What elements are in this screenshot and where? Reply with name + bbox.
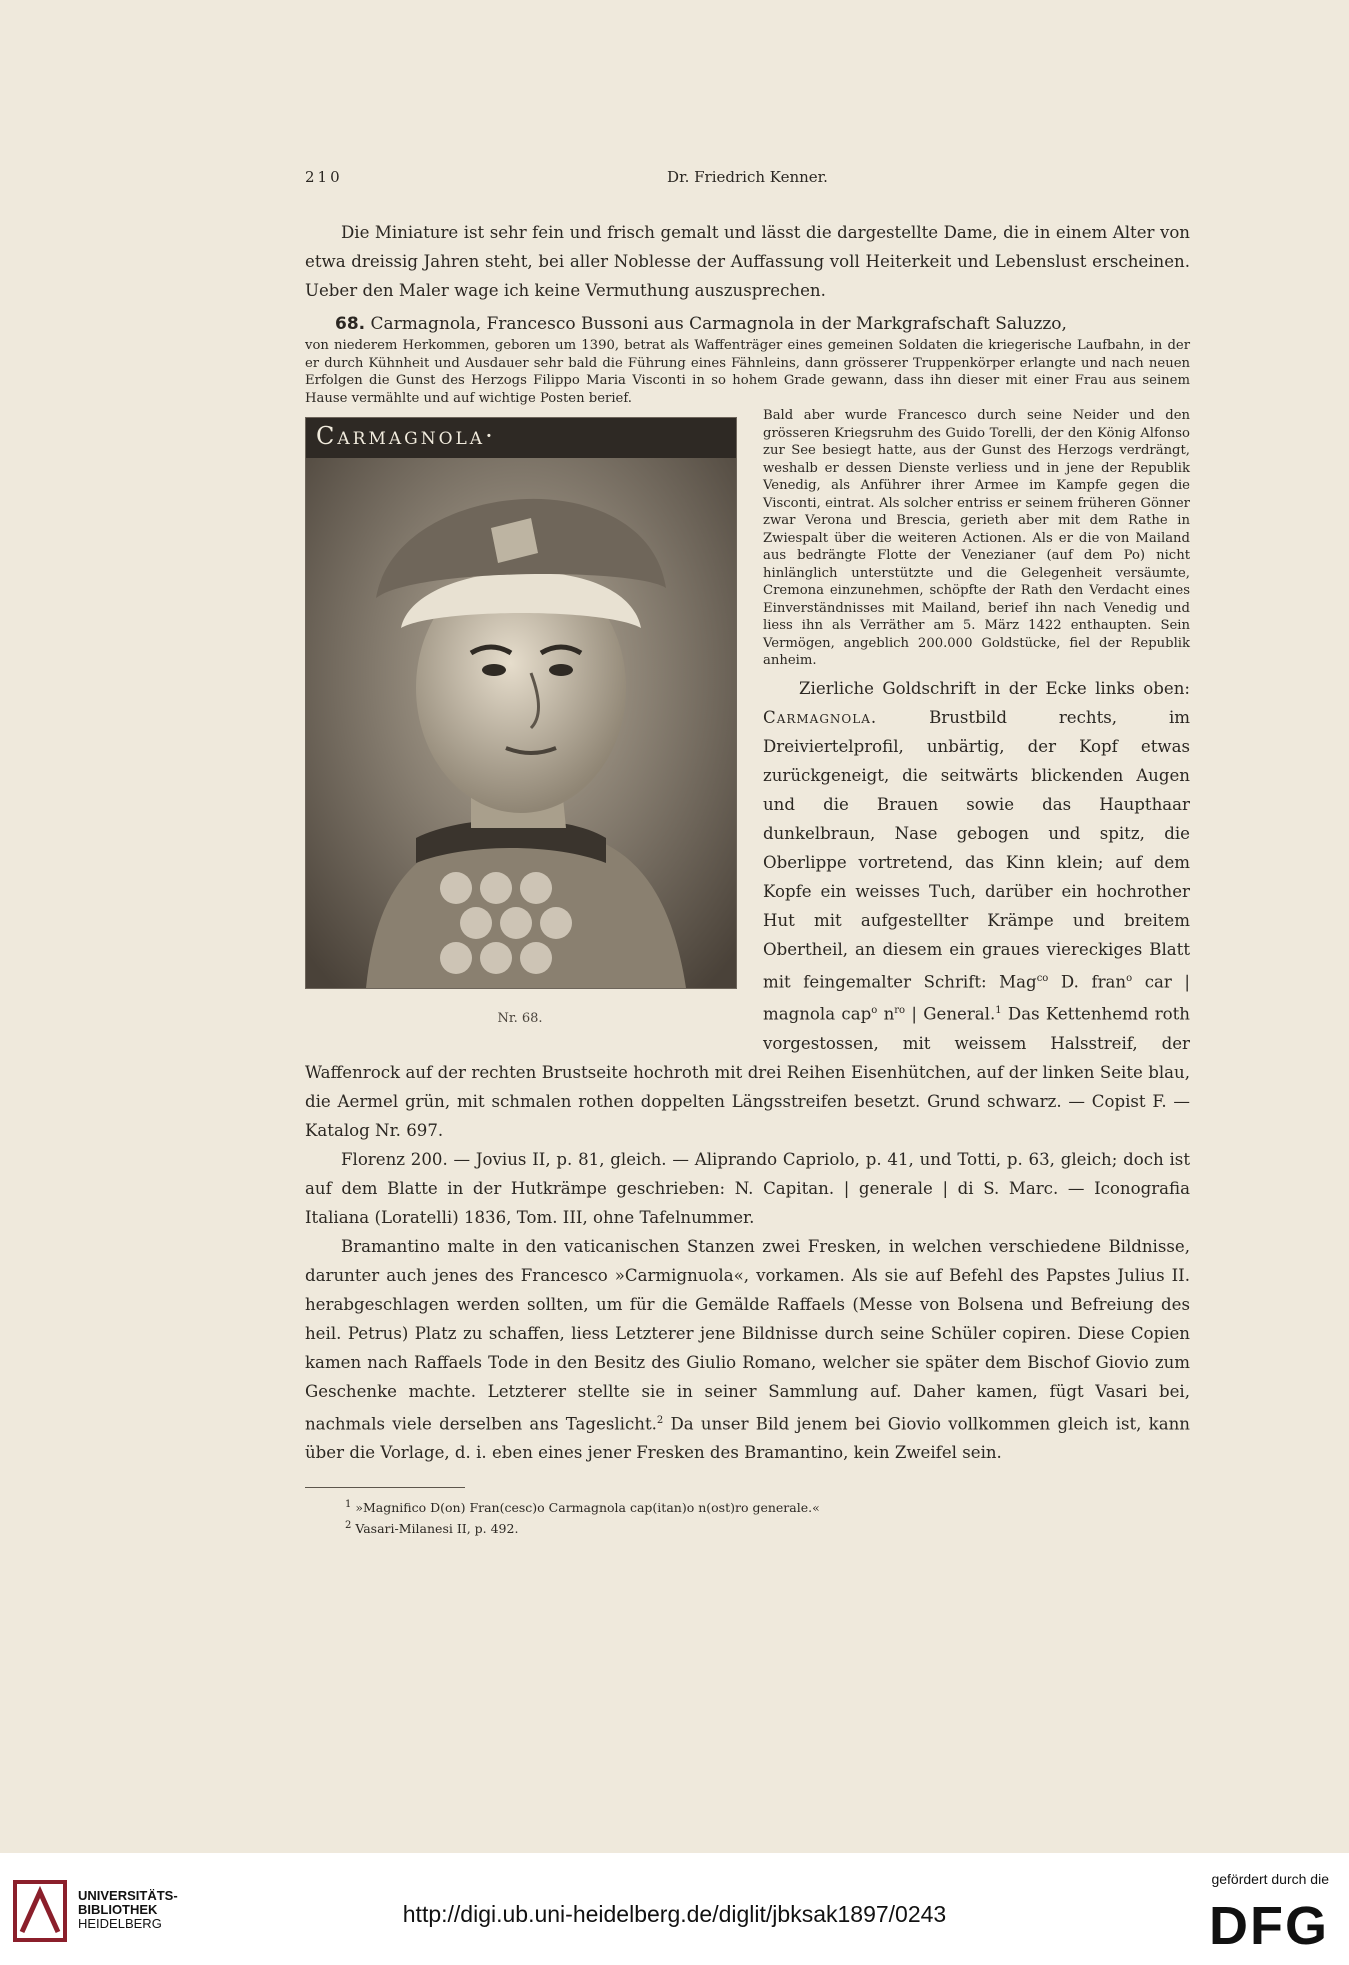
library-name-line-3: HEIDELBERG [78, 1916, 162, 1931]
description-text-1: Brustbild rechts, im Dreiviertelprofil, unbärtig, der Kopf etwas zurückgeneigt, die seitwärts blickenden Augen und die Brauen sowie das Haupthaar dunkelbraun, Nase gebogen und spitz, die Oberlippe vortretend, das Kinn klein; auf dem Kopfe ein weisses Tuch, darüber ein hochrother Hut mit aufgestellter Krämpe und breitem Obertheil, an diesem ein graues viereckiges Blatt mit feingemalter Schrift: Mag [763, 707, 1190, 992]
plate-inscription: Carmagnola· [316, 422, 496, 450]
right-eye [549, 664, 573, 676]
article-body [305, 218, 1190, 1538]
portrait-illustration [306, 418, 736, 988]
footnote-mark: 2 [345, 1520, 352, 1532]
description-text-3: car | magnola cap [763, 972, 1190, 1024]
page-header [305, 168, 1190, 192]
bramantino-text: Bramantino malte in den vaticanischen Stanzen zwei Fresken, in welchen verschiedene Bildnisse, darunter auch jenes des Francesco »Carmignuola«, vorkamen. Als sie auf Befehl des Papstes Julius II. herabgeschlagen werden sollten, um für die Gemälde Raffaels (Messe von Bolsena und Befreiung des heil. Petrus) Platz zu schaffen, liess Letzterer jene Bildnisse durch seine Schüler copiren. Diese Copien kamen nach Raffaels Tode in den Besitz des Giulio Romano, welcher sie später dem Bischof Giovio zum Geschenke machte. Letzterer stellte sie in seiner Sammlung auf. Daher kamen, fügt Vasari bei, nachmals viele derselben ans Tageslicht. [305, 1236, 1190, 1434]
description-sup-4: ro [894, 1005, 906, 1017]
left-eye [482, 664, 506, 676]
library-name-line-2: BIBLIOTHEK [78, 1902, 158, 1917]
biography-side: Bald aber wurde Francesco durch seine Neider und den grösseren Kriegsruhm des Guido Torelli, der den König Alfonso zur See besiegt hatte, aus der Gunst des Herzogs verdrängt, weshalb er dessen Dienste verliess und in jene der Republik Venedig, als Anführer ihrer Armee im Kampfe gegen die Visconti, eintrat. Als solcher entriss er seinem früheren Gönner zwar Verona und Brescia, gerieth aber mit dem Rathe in Zwiespalt über die weiteren Actionen. Als er die von Mailand aus bedrängte Flotte der Venezianer (auf dem Po) nicht hinlänglich unterstützte und die Gelegenheit versäumte, Cremona einzunehmen, schöpfte der Rath den Verdacht eines Einverständnisses mit Mailand, berief ihn nach Venedig und liess ihn als Verräther am 5. März 1422 enthaupten. Sein Vermögen, angeblich 200.000 Goldstücke, fiel der Republik anheim. [763, 408, 1190, 668]
description-lead: Zierliche Goldschrift in der Ecke links oben: [799, 678, 1190, 698]
footnote-ref-1: 1 [995, 1005, 1002, 1017]
description-sup-1: co [1036, 972, 1049, 984]
bramantino-text-end: Da unser Bild jenem bei Giovio vollkommen gleich ist, kann über die Vorlage, d. i. eben eines jener Fresken des Bramantino, kein Zweifel sein. [305, 1414, 1190, 1463]
digitization-footer [0, 1853, 1349, 1965]
footnote-ref-2: 2 [656, 1414, 664, 1426]
footnote-mark: 1 [345, 1499, 352, 1511]
description-text-2: D. fran [1048, 972, 1127, 992]
intro-paragraph: Die Miniature ist sehr fein und frisch gemalt und lässt die dargestellte Dame, die in einem Alter von etwa dreissig Jahren steht, bei aller Noblesse der Auffassung voll Heiterkeit und Lebenslust erscheinen. Ueber den Maler wage ich keine Vermuthung auszusprechen. [305, 223, 1190, 300]
source-url[interactable]: http://digi.ub.uni-heidelberg.de/diglit/jbksak1897/0243 [402, 1901, 947, 1927]
portrait-image [305, 417, 737, 989]
description-inscription: Carmagnola. [763, 707, 878, 727]
library-name-line-1: UNIVERSITÄTS- [78, 1888, 178, 1903]
figure-label: Nr. 68. [497, 1011, 543, 1026]
funded-by-text: gefördert durch die [1211, 1871, 1329, 1887]
footnote-text: Vasari-Milanesi II, p. 492. [351, 1521, 519, 1537]
description-sup-2: o [1126, 972, 1133, 984]
description-text-5: | General. [905, 1004, 996, 1024]
entry-heading [305, 311, 1190, 337]
biography-top: von niederem Herkommen, geboren um 1390, betrat als Waffenträger eines gemeinen Soldaten die kriegerische Laufbahn, in der er durch Kühnheit und Ausdauer sehr bald die Führung eines Fähnleins, dann grösserer Truppenkörper erlangte und nach neuen Erfolgen die Gunst des Herzogs Filippo Maria Visconti in so hohem Grade gewann, dass ihn dieser mit einer Frau aus seinem Hause vermählte und auf wichtige Posten berief. [305, 338, 1190, 406]
description-text-4: n [877, 1004, 895, 1024]
bramantino-paragraph [305, 1232, 1190, 1468]
running-head: Dr. Friedrich Kenner. [667, 168, 828, 186]
footnote-divider [305, 1487, 465, 1488]
footnote-text: »Magnifico D(on) Fran(cesc)o Carmagnola cap(itan)o n(ost)ro generale.« [351, 1500, 820, 1516]
footnote-1 [345, 1496, 1190, 1517]
entry-title: Carmagnola, Francesco Bussoni aus Carmagnola in der Markgrafschaft Saluzzo, [370, 314, 1067, 334]
entry-number: 68. [335, 314, 366, 334]
florenz-paragraph: Florenz 200. — Jovius II, p. 81, gleich. — Aliprando Capriolo, p. 41, und Totti, p. 63, gleich; doch ist auf dem Blatte in der Hutkrämpe geschrieben: N. Capitan. | generale | di S. Marc. — Iconografia Italiana (Loratelli) 1836, Tom. III, ohne Tafelnummer. [305, 1149, 1190, 1227]
description-text-6: Das Kettenhemd roth vorgestossen, mit weissem Halsstreif, der Waffenrock auf der rechten Brustseite hochroth mit drei Reihen Eisenhütchen, auf der linken Seite blau, die Aermel grün, mit schmalen rothen doppelten Längsstreifen besetzt. Grund schwarz. — Copist F. — Katalog Nr. 697. [305, 1004, 1190, 1140]
portrait-figure [305, 417, 735, 1026]
description-sup-3: o [871, 1005, 878, 1017]
footnote-2 [345, 1517, 1190, 1538]
page-number: 210 [305, 168, 343, 186]
dfg-logo: DFG [1209, 1896, 1329, 1956]
